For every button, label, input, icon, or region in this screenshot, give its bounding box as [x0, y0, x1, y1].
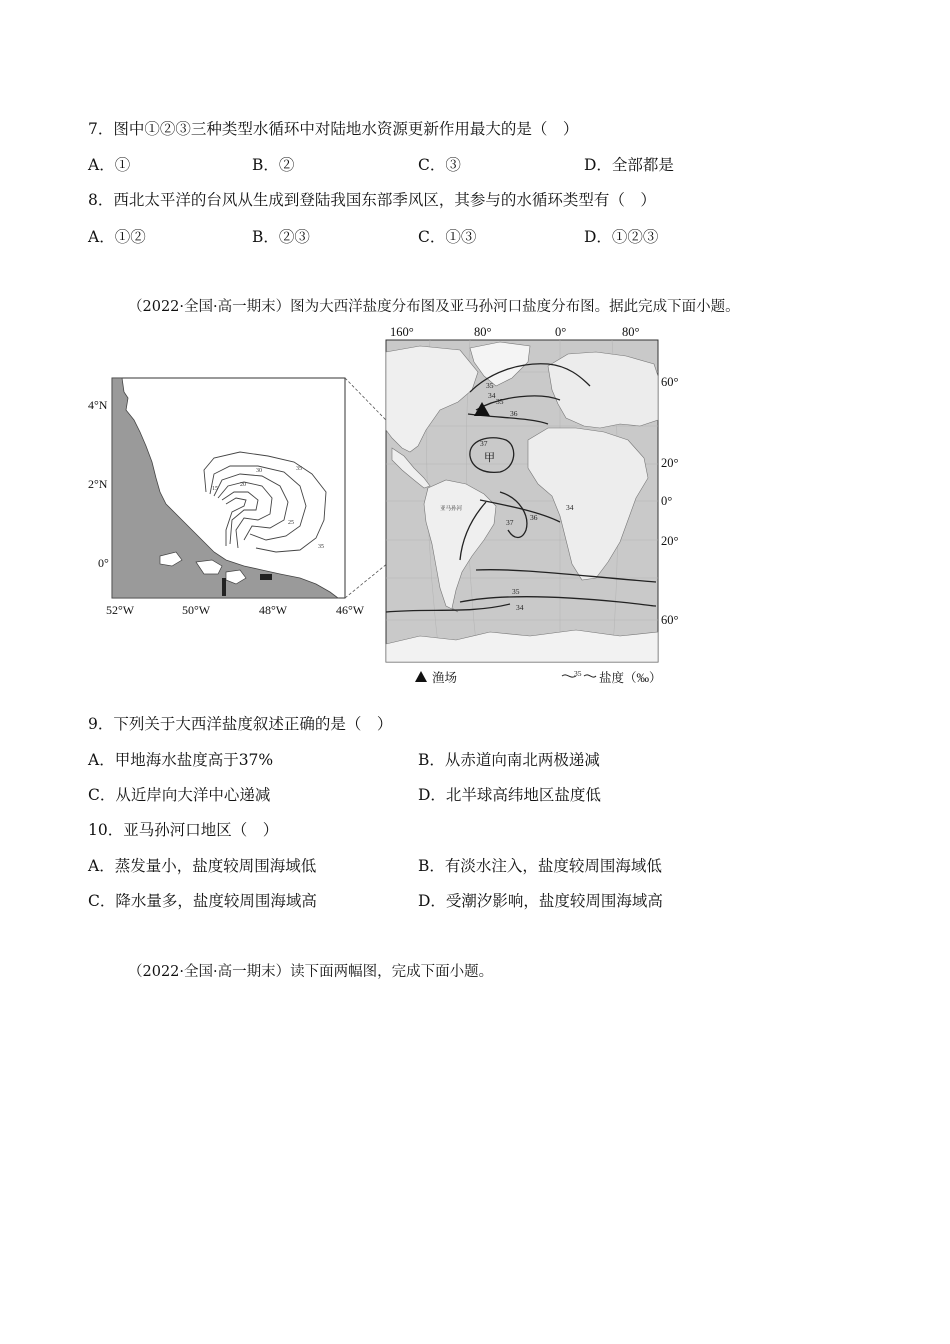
- map-label-36-b: 36: [530, 513, 538, 522]
- inset-label-35-a: 35: [296, 466, 302, 472]
- map-label-34-c: 34: [516, 603, 524, 612]
- q10-option-d[interactable]: D．受潮汐影响，盐度较周围海域高: [418, 892, 663, 910]
- inset-lat-4n: 4°N: [88, 398, 108, 412]
- inset-lat-2n: 2°N: [88, 477, 108, 491]
- inset-lat-0: 0°: [98, 556, 109, 570]
- q7-option-c[interactable]: C．③: [418, 156, 461, 174]
- question-10-stem: 10．亚马孙河口地区（ ）: [88, 821, 279, 839]
- q10-option-b[interactable]: B．有淡水注入，盐度较周围海域低: [418, 857, 662, 875]
- map-label-37-b: 37: [506, 518, 514, 527]
- inset-lon-46w: 46°W: [336, 603, 365, 617]
- map-lon-80-w: 80°: [474, 325, 492, 339]
- intro-salinity-figure: （2022·全国·高一期末）图为大西洋盐度分布图及亚马孙河口盐度分布图。据此完成下面小题。: [128, 299, 740, 315]
- map-lon-160: 160°: [390, 325, 414, 339]
- inset-lon-52w: 52°W: [106, 603, 135, 617]
- intro-next-figures: （2022·全国·高一期末）读下面两幅图，完成下面小题。: [128, 964, 494, 980]
- q7-option-a[interactable]: A．①: [88, 156, 131, 174]
- legend-isohaline-value: 35: [574, 669, 582, 678]
- map-lat-60s: 60°: [661, 613, 679, 627]
- amazon-estuary-inset: [88, 378, 365, 617]
- map-lon-80-e: 80°: [622, 325, 640, 339]
- map-lon-0: 0°: [555, 325, 567, 339]
- atlantic-map: [386, 325, 679, 662]
- q8-option-c[interactable]: C．①③: [418, 228, 477, 246]
- q9-option-d[interactable]: D．北半球高纬地区盐度低: [418, 786, 601, 804]
- legend-fishery-icon: [415, 671, 427, 682]
- map-label-35-b: 35: [496, 397, 504, 406]
- question-8-stem: 8．西北太平洋的台风从生成到登陆我国东部季风区，其参与的水循环类型有（ ）: [88, 191, 656, 209]
- question-7-stem: 7．图中①②③三种类型水循环中对陆地水资源更新作用最大的是（ ）: [88, 120, 579, 138]
- inset-label-20: 20: [240, 482, 246, 488]
- map-label-35-a: 35: [486, 381, 494, 390]
- inset-label-30: 30: [256, 468, 262, 474]
- map-legend: [415, 669, 662, 685]
- legend-fishery-label: 渔场: [432, 671, 458, 685]
- question-9-stem: 9．下列关于大西洋盐度叙述正确的是（ ）: [88, 715, 393, 733]
- inset-lon-48w: 48°W: [259, 603, 288, 617]
- map-label-34-b: 34: [566, 503, 574, 512]
- legend-salinity-label: 盐度（‰）: [599, 671, 662, 685]
- map-label-37-a: 37: [480, 439, 488, 448]
- q9-option-a[interactable]: A．甲地海水盐度高于37%: [88, 751, 274, 769]
- map-label-36-a: 36: [510, 409, 518, 418]
- q9-option-b[interactable]: B．从赤道向南北两极递减: [418, 751, 600, 769]
- inset-label-35-b: 35: [318, 544, 324, 550]
- q8-option-b[interactable]: B．②③: [252, 228, 310, 246]
- q10-option-c[interactable]: C．降水量多，盐度较周围海域高: [88, 892, 317, 910]
- q8-option-d[interactable]: D．①②③: [584, 228, 659, 246]
- amazon-river-label: 亚马孙河: [440, 506, 463, 512]
- q7-option-b[interactable]: B．②: [252, 156, 295, 174]
- map-lat-20s: 20°: [661, 534, 679, 548]
- q10-option-a[interactable]: A．蒸发量小，盐度较周围海域低: [88, 857, 317, 875]
- inset-lon-50w: 50°W: [182, 603, 211, 617]
- inset-label-25: 25: [288, 520, 294, 526]
- q7-option-d[interactable]: D．全部都是: [584, 156, 674, 174]
- q9-option-c[interactable]: C．从近岸向大洋中心递减: [88, 786, 271, 804]
- map-lat-0: 0°: [661, 494, 673, 508]
- map-lat-20n: 20°: [661, 456, 679, 470]
- map-label-35-c: 35: [512, 587, 520, 596]
- inset-label-15: 15: [212, 486, 218, 492]
- q8-option-a[interactable]: A．①②: [88, 228, 146, 246]
- map-lat-60n: 60°: [661, 375, 679, 389]
- jia-label: 甲: [484, 452, 495, 464]
- map-label-34-a: 34: [488, 391, 496, 400]
